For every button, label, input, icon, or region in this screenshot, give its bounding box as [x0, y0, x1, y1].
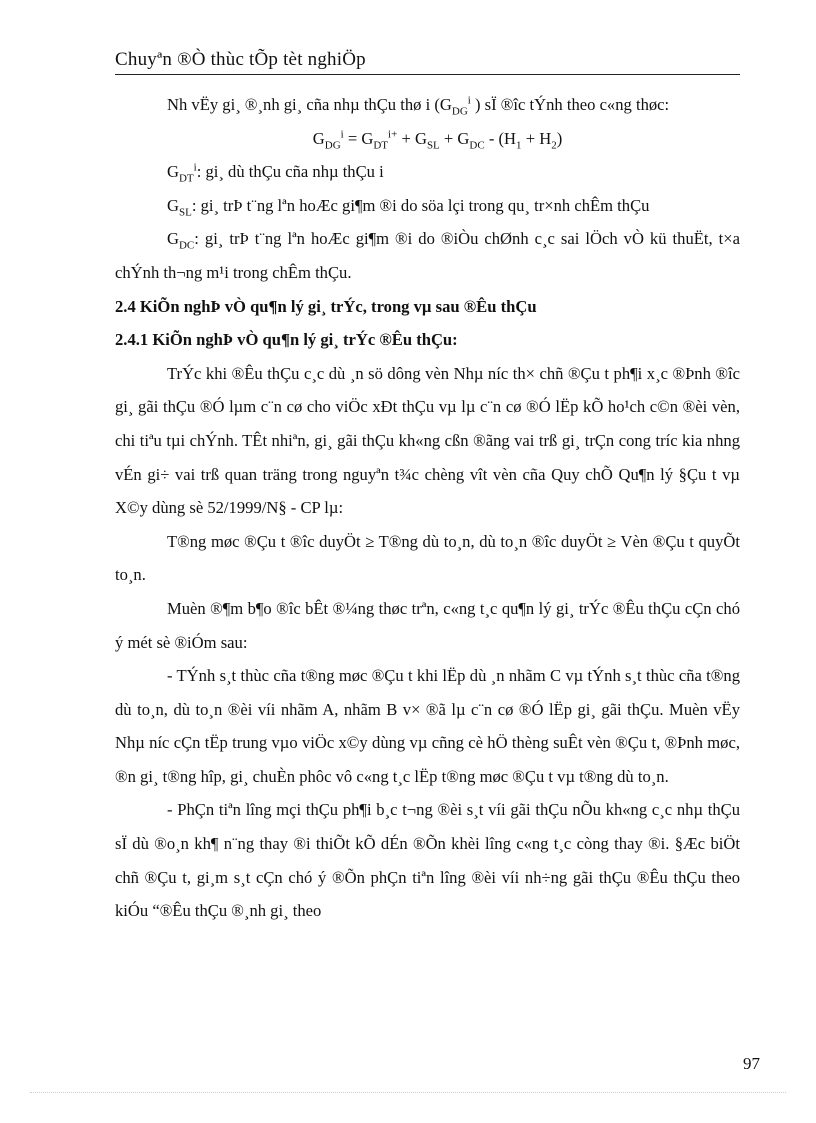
formula-sub-dg: DG — [324, 138, 341, 151]
gdt-text: : gi¸ dù thÇu cña nhµ thÇu i — [196, 162, 384, 182]
gsl-sub: SL — [178, 206, 192, 219]
intro-sub: DG — [451, 105, 468, 118]
formula-plus1: + G — [397, 128, 427, 148]
running-header: Chuyªn ®Ò thùc tÕp tèt nghiÖp — [115, 49, 366, 70]
paragraph-intro — [115, 88, 740, 122]
paragraph-before-bidding: TrÝc khi ®Êu thÇu c¸c dù ¸n sö dông vèn Nhµ níc th× chñ ®Çu t ph¶i x¸c ®Þnh ®îc gi¸ gãi thÇu ®Ó lµm c¨n cø cho viÖc xÐt thÇu vµ lµ c¨n cø ®Ó lËp kÕ ho¹ch c©n ®èi vèn, chi tiªu tµi chÝnh. TÊt nhiªn, gi¸ gãi thÇu kh«ng cßn ®ãng vai trß gi¸ trÇn cong tríc kia nhng vÉn gi÷ vai trß quan träng trong nguyªn t¾c chèng vît vèn cña Quy chÕ Qu¶n lý §Çu t vµ X©y dùng sè 52/1999/N§ - CP lµ: — [115, 363, 740, 518]
header-rule — [115, 74, 740, 75]
page-bottom-border — [30, 1092, 786, 1093]
gdc-g: G — [167, 229, 179, 249]
formula-eq: = G — [343, 128, 374, 148]
formula-plus2: + G — [439, 128, 470, 148]
intro-sup: i — [467, 94, 471, 107]
paragraph-point-1: - TÝnh s¸t thùc cña t®ng møc ®Çu t khi lËp dù ¸n nhãm C vµ tÝnh s¸t thùc cña t®ng dù to¸n, dù to¸n ®èi víi nhãm A, nhãm B v× ®ã lµ c¨n cø ®Ó lËp gi¸ gãi thÇu. Muèn vËy Nhµ níc cÇn tËp trung vµo viÖc x©y dùng vµ cñng cè hÖ thèng suÊt vèn ®Çu t, ®Þnh møc, ®n gi¸ t®ng hîp, gi¸ chuÈn phôc vô c«ng t¸c lËp t®ng møc ®Çu t vµ t®ng dù to¸n. — [115, 666, 740, 786]
paragraph-requirements: Muèn ®¶m b¶o ®îc bÊt ®¼ng thøc trªn, c«ng t¸c qu¶n lý gi¸ trÝc ®Êu thÇu cÇn chó ý mét sè ®iÓm sau: — [115, 598, 740, 652]
formula-g: G — [312, 128, 325, 148]
gsl-text: : gi¸ trÞ t¨ng lªn hoÆc gi¶m ®i do söa lçi trong qu¸ tr×nh chÊm thÇu — [191, 195, 650, 215]
formula-tail: - (H — [484, 128, 517, 148]
formula-sub-dc: DC — [469, 138, 485, 151]
paragraph-inequality: T®ng møc ®Çu t ®îc duyÖt ≥ T®ng dù to¸n, dù to¸n ®îc duyÖt ≥ Vèn ®Çu t quyÕt to¸n. — [115, 531, 740, 585]
intro-text: Nh vËy gi¸ ®¸nh gi¸ cña nhµ thÇu thø i ( — [167, 95, 440, 114]
formula — [115, 122, 740, 156]
paragraph-point-2: - PhÇn tiªn lîng mçi thÇu ph¶i b¸c t¬ng ®èi s¸t víi gãi thÇu nÕu kh«ng c¸c nhµ thÇu sÏ dù ®o¸n kh¶ n¨ng thay ®i thiÕt kÕ dÉn ®Õn khèi lîng c«ng t¸c còng thay ®i. §Æc biÖt chñ ®Çu t, gi¸m s¸t cÇn chó ý ®Õn phÇn tiªn lîng ®èi víi nh÷ng gãi thÇu ®Êu thÇu theo kiÓu “®Êu thÇu ®¸nh gi¸ theo — [115, 800, 740, 921]
definition-gdt — [115, 155, 740, 189]
gdt-sup: i — [193, 161, 197, 174]
section-heading-2-4-1: 2.4.1 KiÕn nghÞ vÒ qu¶n lý gi¸ trÝc ®Êu thÇu: — [115, 330, 458, 350]
gdc-text: : gi¸ trÞ t¨ng lªn hoÆc gi¶m ®i do ®iÒu chØnh c¸c sai lÖch vÒ kü thuËt, t×a chÝnh th¬ng m¹i trong chÊm thÇu. — [115, 229, 740, 282]
formula-sub-dt: DT — [373, 138, 389, 151]
section-heading-2-4: 2.4 KiÕn nghÞ vÒ qu¶n lý gi¸ trÝc, trong vµ sau ®Êu thÇu — [115, 296, 537, 316]
gdc-sub: DC — [178, 239, 195, 252]
formula-sub-h2: 2 — [551, 138, 557, 151]
body-text — [115, 88, 740, 928]
gsl-g: G — [167, 195, 179, 215]
definition-gsl — [115, 189, 740, 223]
page-number: 97 — [743, 1054, 760, 1073]
definition-gdc — [115, 222, 740, 289]
gdt-g: G — [167, 162, 179, 182]
formula-sup-iplus: i+ — [388, 128, 398, 141]
formula-close: ) — [556, 128, 563, 148]
gdt-sub: DT — [178, 172, 194, 185]
formula-mid: + H — [521, 128, 552, 148]
intro-text-end: ) sÏ ®îc tÝnh theo c«ng thøc: — [470, 95, 670, 114]
formula-sub-sl: SL — [426, 138, 440, 151]
formula-sup-i: i — [340, 128, 344, 141]
formula-sub-h1: 1 — [516, 138, 522, 151]
intro-g: G — [439, 95, 452, 114]
